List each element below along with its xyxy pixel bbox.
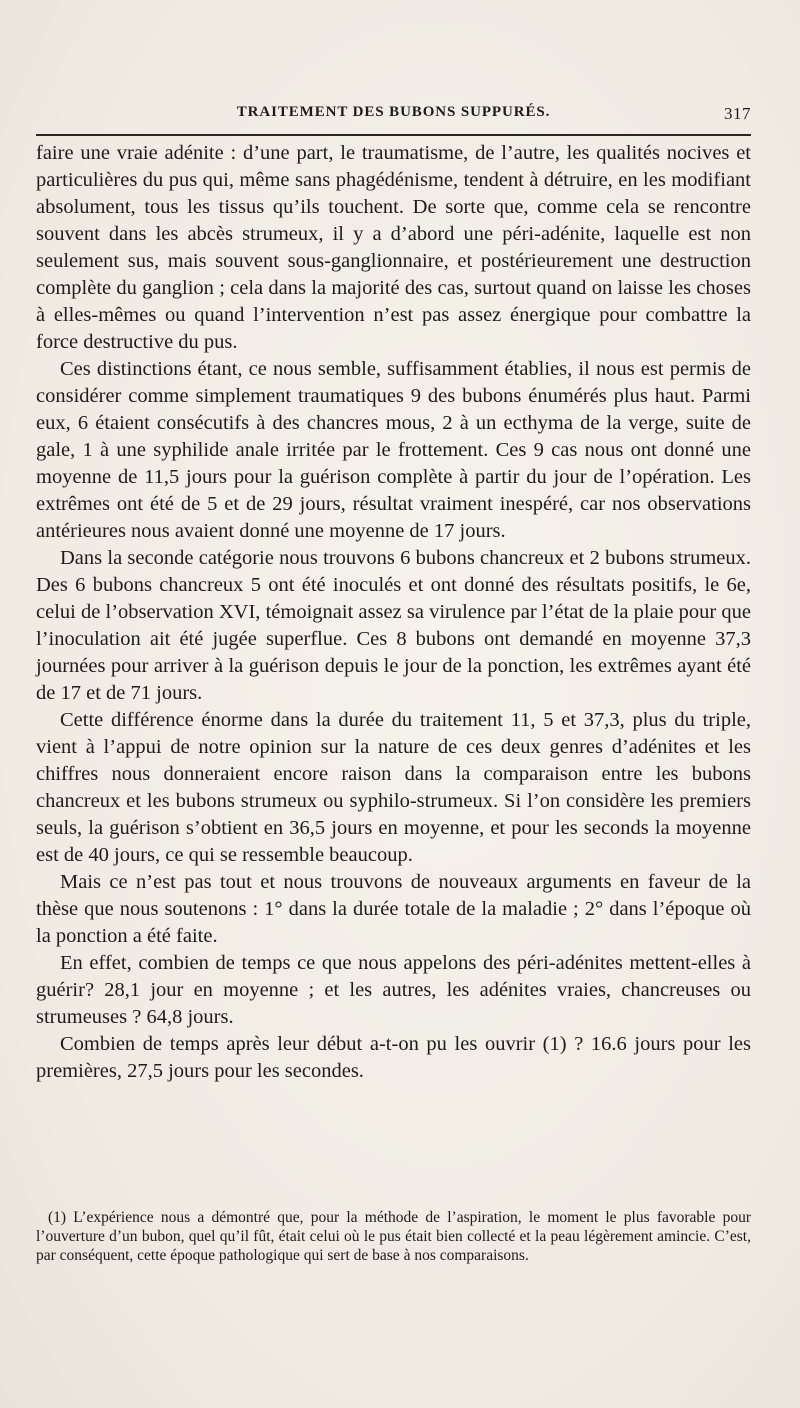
page-header (36, 104, 751, 132)
paragraph-6: En effet, combien de temps ce que nous appelons des péri-adénites mettent-elles à guérir? 28,1 jour en moyenne ; et les autres, les adénites vraies, chancreuses ou strumeuses ? 64,8 jours. (36, 952, 751, 1028)
footnote: (1) L’expérience nous a démontré que, pour la méthode de l’aspiration, le moment le plus favorable pour l’ouverture d’un bubon, quel qu’il fût, était celui où le pus était bien collecté et la peau légèrement amincie. C’est, par conséquent, cette époque pathologique qui sert de base à nos comparaisons. (36, 1209, 751, 1264)
paragraph-7: Combien de temps après leur début a-t-on pu les ouvrir (1) ? 16.6 jours pour les premières, 27,5 jours pour les secondes. (36, 1033, 751, 1082)
paragraph-1: faire une vraie adénite : d’une part, le traumatisme, de l’autre, les qualités nocives et particulières du pus qui, même sans phagédénisme, tendent à détruire, en les modifiant absolument, tous les tissus qu’ils touchent. De sorte que, comme cela se rencontre souvent dans les abcès strumeux, il y a d’abord une péri-adénite, laquelle est non seulement sus, mais souvent sous-ganglionnaire, et postérieurement une destruction complète du ganglion ; cela dans la majorité des cas, surtout quand on laisse les choses à elles-mêmes ou quand l’intervention n’est pas assez énergique pour combattre la force destructive du pus. (36, 142, 751, 353)
paragraph-5: Mais ce n’est pas tout et nous trouvons de nouveaux arguments en faveur de la thèse que nous soutenons : 1° dans la durée totale de la maladie ; 2° dans l’époque où la ponction a été faite. (36, 871, 751, 947)
header-rule (36, 134, 751, 136)
body-text (36, 140, 751, 1085)
running-title: TRAITEMENT DES BUBONS SUPPURÉS. (236, 104, 551, 120)
page-number: 317 (724, 104, 751, 123)
paragraph-2: Ces distinctions étant, ce nous semble, suffisamment établies, il nous est permis de considérer comme simplement traumatiques 9 des bubons énumérés plus haut. Parmi eux, 6 étaient consécutifs à des chancres mous, 2 à un ecthyma de la verge, suite de gale, 1 à une syphilide anale irritée par le frottement. Ces 9 cas nous ont donné une moyenne de 11,5 jours pour la guérison complète à partir du jour de l’opération. Les extrêmes ont été de 5 et de 29 jours, résultat vraiment inespéré, car nos observations antérieures nous avaient donné une moyenne de 17 jours. (36, 358, 751, 542)
paragraph-3: Dans la seconde catégorie nous trouvons 6 bubons chancreux et 2 bubons strumeux. Des 6 bubons chancreux 5 ont été inoculés et ont donné des résultats positifs, le 6e, celui de l’observation XVI, témoignait assez sa virulence par l’état de la plaie pour que l’inoculation ait été jugée superflue. Ces 8 bubons ont demandé en moyenne 37,3 journées pour arriver à la guérison depuis le jour de la ponction, les extrêmes ayant été de 17 et de 71 jours. (36, 547, 751, 704)
paragraph-4: Cette différence énorme dans la durée du traitement 11, 5 et 37,3, plus du triple, vient à l’appui de notre opinion sur la nature de ces deux genres d’adénites et les chiffres nous donneraient encore raison dans la comparaison entre les bubons chancreux et les bubons strumeux ou syphilo-strumeux. Si l’on considère les premiers seuls, la guérison s’obtient en 36,5 jours en moyenne, et pour les seconds la moyenne est de 40 jours, ce qui se ressemble beaucoup. (36, 709, 751, 866)
